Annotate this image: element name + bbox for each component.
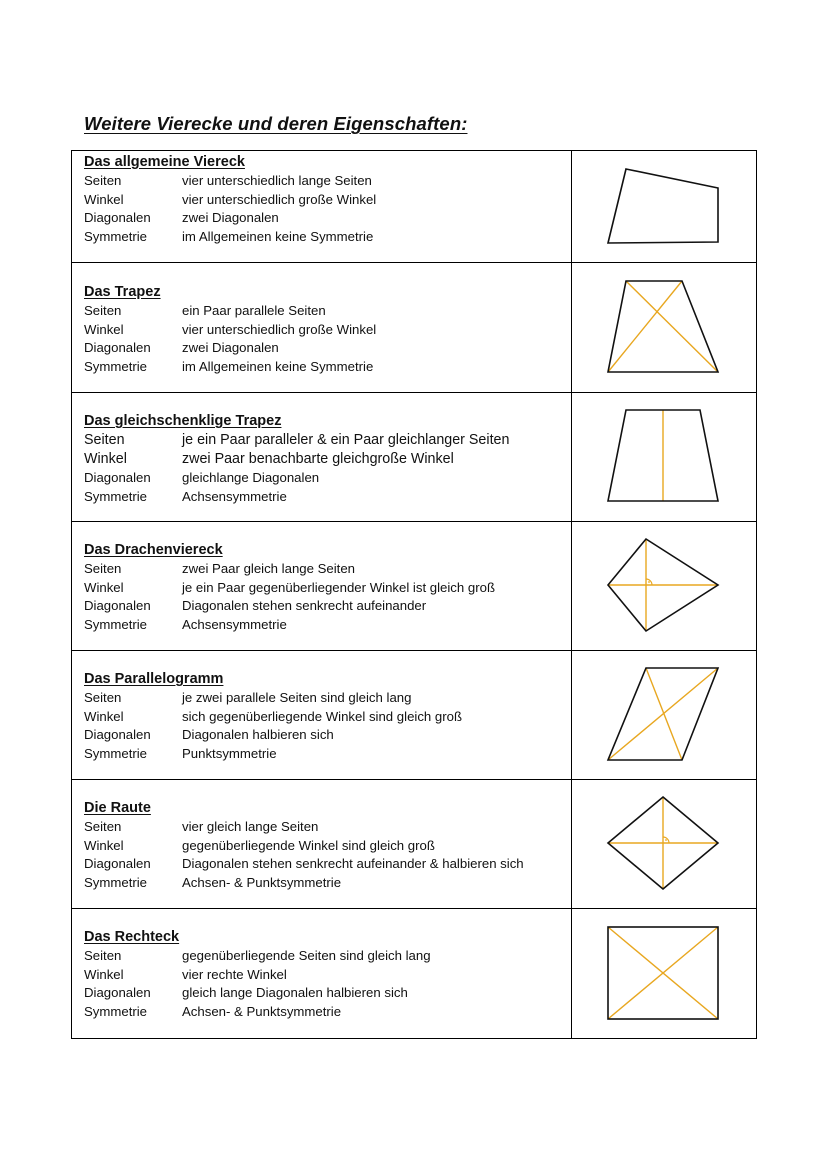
property-label: Winkel — [84, 580, 124, 595]
property-value: vier unterschiedlich große Winkel — [182, 322, 377, 337]
property-value: zwei Paar gleich lange Seiten — [182, 561, 356, 576]
property-line — [84, 985, 408, 1000]
kite-with-diagonals-icon — [572, 521, 756, 651]
property-label: Winkel — [84, 709, 124, 724]
property-line — [84, 173, 372, 188]
property-value: vier unterschiedlich große Winkel — [182, 192, 377, 207]
description-cell — [72, 151, 572, 262]
property-label: Seiten — [84, 173, 122, 188]
property-line — [84, 690, 411, 705]
property-line — [84, 838, 435, 853]
property-label: Diagonalen — [84, 210, 151, 225]
figure-cell — [572, 392, 756, 521]
shape-heading: Das Parallelogramm — [84, 671, 224, 687]
shape-heading: Das Drachenviereck — [84, 542, 223, 558]
property-label: Seiten — [84, 432, 125, 448]
property-value: Punktsymmetrie — [182, 746, 277, 761]
property-value: Achsensymmetrie — [182, 489, 287, 504]
table-row — [72, 151, 756, 263]
table-row — [72, 908, 756, 1038]
property-value: Diagonalen halbieren sich — [182, 727, 334, 742]
property-line — [84, 322, 376, 337]
property-line — [84, 948, 431, 963]
property-label: Seiten — [84, 690, 122, 705]
property-value: vier unterschiedlich lange Seiten — [182, 173, 372, 188]
shape-heading: Das Trapez — [84, 284, 161, 300]
property-line — [84, 727, 334, 742]
property-line — [84, 340, 279, 355]
property-value: je ein Paar paralleler & ein Paar gleichlanger Seiten — [182, 432, 510, 448]
property-label: Diagonalen — [84, 985, 151, 1000]
property-label: Seiten — [84, 561, 122, 576]
property-value: ein Paar parallele Seiten — [182, 303, 326, 318]
property-line — [84, 819, 318, 834]
shape-heading: Die Raute — [84, 800, 151, 816]
figure-cell — [572, 263, 756, 392]
property-label: Symmetrie — [84, 1004, 148, 1019]
property-label: Symmetrie — [84, 229, 148, 244]
description-cell — [72, 263, 572, 392]
figure-cell — [572, 650, 756, 779]
property-label: Diagonalen — [84, 470, 151, 485]
property-value: zwei Diagonalen — [182, 340, 279, 355]
property-label: Winkel — [84, 838, 124, 853]
property-label: Diagonalen — [84, 727, 151, 742]
property-value: zwei Paar benachbarte gleichgroße Winkel — [182, 451, 454, 467]
properties-table — [71, 150, 757, 1039]
figure-cell — [572, 779, 756, 908]
property-label: Winkel — [84, 451, 127, 467]
general-quadrilateral-icon — [572, 151, 756, 263]
property-line — [84, 451, 454, 467]
property-line — [84, 856, 524, 871]
table-row — [72, 779, 756, 909]
property-value: vier gleich lange Seiten — [182, 819, 319, 834]
figure-cell — [572, 151, 756, 262]
rectangle-with-diagonals-icon — [572, 908, 756, 1038]
property-value: je zwei parallele Seiten sind gleich lang — [182, 690, 412, 705]
property-label: Diagonalen — [84, 598, 151, 613]
property-line — [84, 303, 326, 318]
property-label: Seiten — [84, 819, 122, 834]
property-value: je ein Paar gegenüberliegender Winkel ist gleich groß — [182, 580, 496, 595]
property-line — [84, 1004, 341, 1019]
property-value: gegenüberliegende Seiten sind gleich lang — [182, 948, 431, 963]
property-line — [84, 359, 373, 374]
property-label: Winkel — [84, 192, 124, 207]
property-label: Symmetrie — [84, 617, 148, 632]
rhombus-with-diagonals-icon — [572, 779, 756, 909]
property-label: Symmetrie — [84, 746, 148, 761]
property-label: Diagonalen — [84, 340, 151, 355]
property-label: Symmetrie — [84, 489, 148, 504]
property-value: Diagonalen stehen senkrecht aufeinander & halbieren sich — [182, 856, 524, 871]
property-value: im Allgemeinen keine Symmetrie — [182, 359, 374, 374]
property-line — [84, 192, 376, 207]
figure-cell — [572, 908, 756, 1038]
description-cell — [72, 392, 572, 521]
isosceles-trapezoid-with-axis-icon — [572, 392, 756, 522]
table-row — [72, 521, 756, 651]
property-line — [84, 746, 277, 761]
property-line — [84, 561, 355, 576]
property-line — [84, 489, 287, 504]
property-label: Winkel — [84, 967, 124, 982]
property-value: sich gegenüberliegende Winkel sind gleich groß — [182, 709, 463, 724]
property-value: gleichlange Diagonalen — [182, 470, 320, 485]
property-line — [84, 432, 509, 448]
property-label: Symmetrie — [84, 359, 148, 374]
property-label: Diagonalen — [84, 856, 151, 871]
property-line — [84, 210, 279, 225]
description-cell — [72, 908, 572, 1038]
shape-heading: Das gleichschenklige Trapez — [84, 413, 282, 429]
property-line — [84, 617, 287, 632]
property-value: gegenüberliegende Winkel sind gleich groß — [182, 838, 435, 853]
parallelogram-with-diagonals-icon — [572, 650, 756, 780]
property-value: zwei Diagonalen — [182, 210, 279, 225]
description-cell — [72, 650, 572, 779]
property-line — [84, 229, 373, 244]
shape-heading: Das allgemeine Viereck — [84, 154, 245, 170]
description-cell — [72, 779, 572, 908]
property-value: Diagonalen stehen senkrecht aufeinander — [182, 598, 427, 613]
property-label: Symmetrie — [84, 875, 148, 890]
property-value: Achsen- & Punktsymmetrie — [182, 1004, 342, 1019]
property-value: im Allgemeinen keine Symmetrie — [182, 229, 374, 244]
property-line — [84, 967, 287, 982]
property-line — [84, 875, 341, 890]
table-row — [72, 263, 756, 393]
property-value: Achsensymmetrie — [182, 617, 287, 632]
property-label: Seiten — [84, 303, 122, 318]
property-line — [84, 580, 495, 595]
property-line — [84, 470, 319, 485]
trapezoid-with-diagonals-icon — [572, 263, 756, 393]
figure-cell — [572, 521, 756, 650]
property-label: Seiten — [84, 948, 122, 963]
page-title: Weitere Vierecke und deren Eigenschaften: — [84, 113, 468, 134]
property-line — [84, 709, 462, 724]
property-value: gleich lange Diagonalen halbieren sich — [182, 985, 408, 1000]
table-row — [72, 650, 756, 780]
property-label: Winkel — [84, 322, 124, 337]
shape-heading: Das Rechteck — [84, 929, 180, 945]
table-row — [72, 392, 756, 522]
property-value: Achsen- & Punktsymmetrie — [182, 875, 342, 890]
property-line — [84, 598, 426, 613]
property-value: vier rechte Winkel — [182, 967, 287, 982]
description-cell — [72, 521, 572, 650]
